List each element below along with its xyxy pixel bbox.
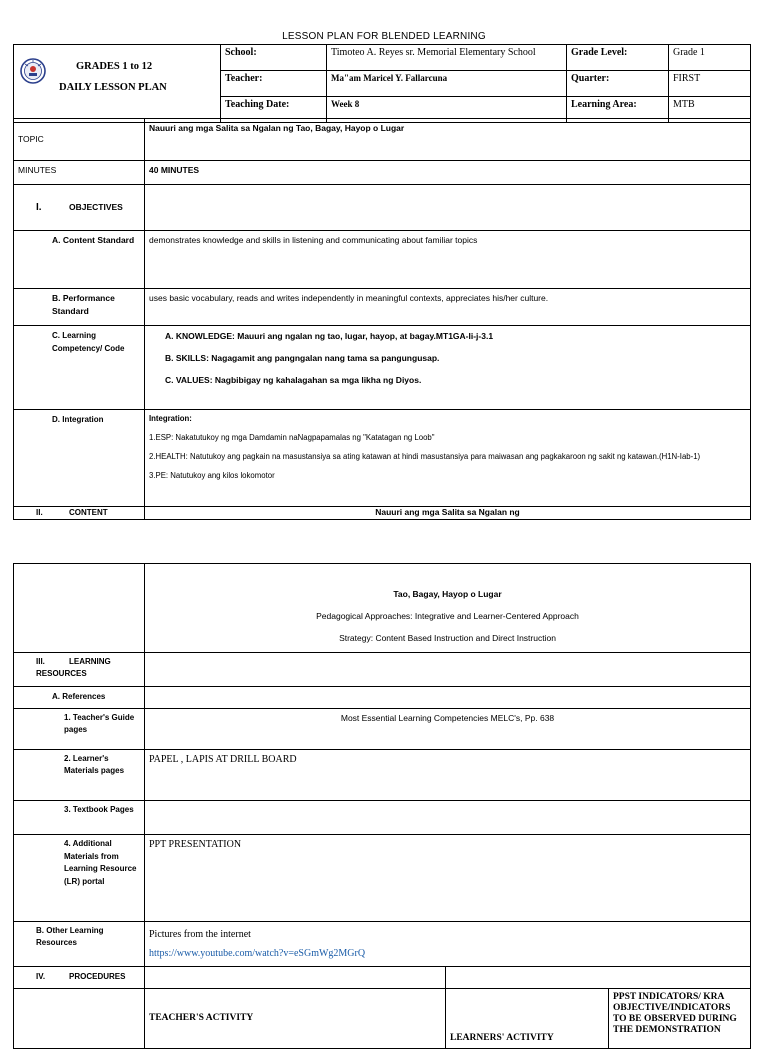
- daily-lesson-plan-title: DAILY LESSON PLAN: [59, 82, 167, 93]
- learners-activity-header: LEARNERS' ACTIVITY: [446, 989, 609, 1049]
- school-value: Timoteo A. Reyes sr. Memorial Elementary School: [327, 45, 567, 71]
- other-resources-text: Pictures from the internet: [149, 929, 251, 940]
- youtube-link[interactable]: https://www.youtube.com/watch?v=eSGmWg2MGrQ: [149, 948, 366, 959]
- performance-standard-label: B. Performance Standard: [14, 289, 145, 326]
- learning-competency-label: C. Learning Competency/ Code: [14, 326, 145, 410]
- objectives-empty: [145, 185, 751, 231]
- grade-level-label: Grade Level:: [567, 45, 669, 71]
- teachers-guide-value: Most Essential Learning Competencies MELC's, Pp. 638: [145, 709, 751, 750]
- content-standard-label: A. Content Standard: [14, 231, 145, 289]
- learners-materials-value: PAPEL , LAPIS AT DRILL BOARD: [145, 750, 751, 801]
- teachers-activity-header: TEACHER'S ACTIVITY: [145, 989, 446, 1049]
- other-resources-label: B. Other Learning Resources: [14, 922, 145, 967]
- references-label: A. References: [14, 687, 145, 709]
- content-standard-value: demonstrates knowledge and skills in listening and communicating about familiar topics: [145, 231, 751, 289]
- activity-header-empty: [14, 989, 145, 1049]
- lesson-plan-table: [13, 118, 751, 520]
- teacher-value: Ma"am Maricel Y. Fallarcuna: [327, 71, 567, 97]
- teaching-date-label: Teaching Date:: [221, 97, 327, 123]
- learning-competency-list: [145, 326, 751, 410]
- topic-value: Nauuri ang mga Salita sa Ngalan ng Tao, Bagay, Hayop o Lugar: [145, 119, 751, 161]
- logo-cell: [14, 45, 221, 123]
- minutes-value: 40 MINUTES: [145, 161, 751, 185]
- content-value: Nauuri ang mga Salita sa Ngalan ng: [145, 507, 751, 520]
- procedures-empty-1: [145, 967, 446, 989]
- objectives-heading: I. OBJECTIVES: [14, 185, 145, 231]
- additional-materials-label: 4. Additional Materials from Learning Resource (LR) portal: [14, 835, 145, 922]
- grade-level-value: Grade 1: [669, 45, 751, 71]
- teachers-guide-label: 1. Teacher's Guide pages: [14, 709, 145, 750]
- textbook-pages-empty: [145, 801, 751, 835]
- school-label: School:: [221, 45, 327, 71]
- learning-area-value: MTB: [669, 97, 751, 123]
- integration-list: [145, 410, 751, 507]
- learning-resources-heading: III. LEARNING RESOURCES: [14, 653, 145, 687]
- quarter-value: FIRST: [669, 71, 751, 97]
- document-title: LESSON PLAN FOR BLENDED LEARNING: [282, 31, 486, 42]
- integration-heading: Integration:: [149, 414, 192, 423]
- topic-continuation: [145, 564, 751, 653]
- minutes-label: MINUTES: [14, 161, 145, 185]
- integration-health: 2.HEALTH: Natutukoy ang pagkain na masustansiya sa ating katawan at hindi masustansiya para maiwasan ang pagkakaroon ng sakit ng katawan.(H1N-Iab-1): [149, 452, 701, 461]
- competency-skills: B. SKILLS: Nagagamit ang pangngalan nang tama sa pangungusap.: [165, 353, 440, 363]
- teaching-date-value: Week 8: [327, 97, 567, 123]
- pedagogical-approach: Pedagogical Approaches: Integrative and Learner-Centered Approach: [316, 611, 579, 621]
- deped-seal-icon: [20, 58, 46, 84]
- references-empty: [145, 687, 751, 709]
- quarter-label: Quarter:: [567, 71, 669, 97]
- procedures-heading: IV. PROCEDURES: [14, 967, 145, 989]
- lesson-plan-table-continued: [13, 563, 751, 1049]
- strategy: Strategy: Content Based Instruction and Direct Instruction: [339, 633, 556, 643]
- content-heading: II. CONTENT: [14, 507, 145, 520]
- topic-continuation-text: Tao, Bagay, Hayop o Lugar: [393, 589, 502, 599]
- integration-label: D. Integration: [14, 410, 145, 507]
- grades-title: GRADES 1 to 12: [76, 61, 153, 72]
- integration-pe: 3.PE: Natutukoy ang kilos lokomotor: [149, 471, 275, 480]
- learning-area-label: Learning Area:: [567, 97, 669, 123]
- performance-standard-value: uses basic vocabulary, reads and writes independently in meaningful contexts, appreciates his/her culture.: [145, 289, 751, 326]
- integration-esp: 1.ESP: Nakatutukoy ng mga Damdamin naNagpapamalas ng "Katatagan ng Loob": [149, 433, 435, 442]
- header-table: [13, 44, 751, 123]
- competency-values: C. VALUES: Nagbibigay ng kahalagahan sa mga likha ng Diyos.: [165, 375, 422, 385]
- learners-materials-label: 2. Learner's Materials pages: [14, 750, 145, 801]
- competency-knowledge: A. KNOWLEDGE: Mauuri ang ngalan ng tao, lugar, hayop, at bagay.MT1GA-Ii-j-3.1: [165, 331, 494, 341]
- learning-resources-empty: [145, 653, 751, 687]
- additional-materials-value: PPT PRESENTATION: [145, 835, 751, 922]
- topic-label: TOPIC: [14, 119, 145, 161]
- topic-cont-empty: [14, 564, 145, 653]
- teacher-label: Teacher:: [221, 71, 327, 97]
- other-resources-value: [145, 922, 751, 967]
- textbook-pages-label: 3. Textbook Pages: [14, 801, 145, 835]
- ppst-indicators-header: PPST INDICATORS/ KRA OBJECTIVE/INDICATORS TO BE OBSERVED DURING THE DEMONSTRATION: [609, 989, 751, 1049]
- procedures-empty-2: [446, 967, 751, 989]
